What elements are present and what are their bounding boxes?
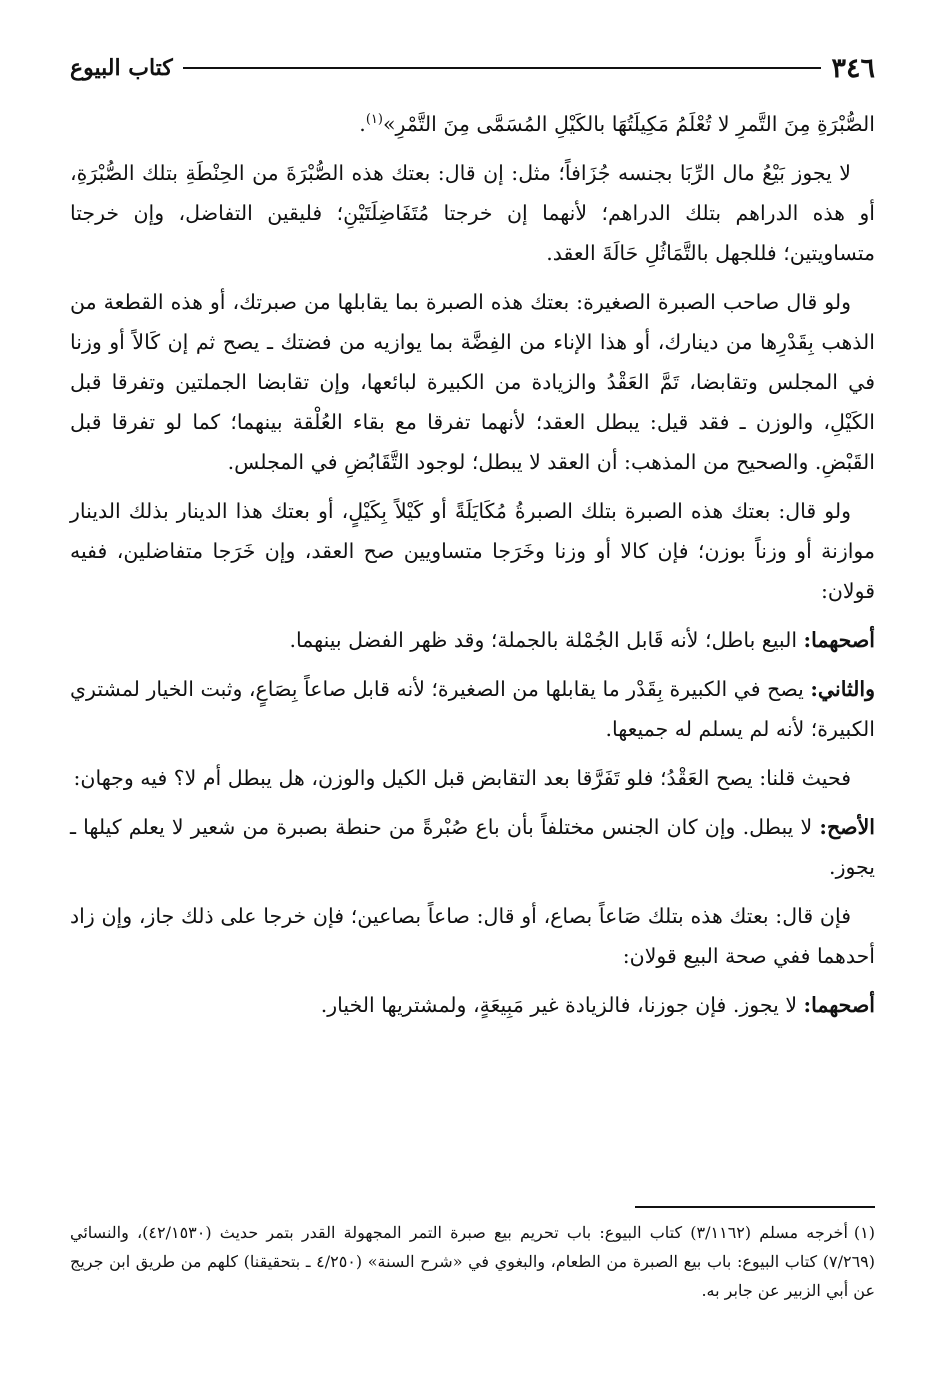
paragraph [70,896,875,976]
ruling-paragraph [70,669,875,749]
term-label: والثاني: [810,677,875,701]
ruling-paragraph [70,985,875,1025]
paragraph-text: فإن قال: بعتك هذه بتلك صَاعاً بصاع، أو قال: صاعاً بصاعين؛ فإن خرجا على ذلك جاز، وإن زاد أحدهما ففي صحة البيع قولان: [70,904,875,968]
document-page [70,48,875,1338]
paragraph-text: البيع باطل؛ لأنه قَابل الجُمْلة بالجملة؛ وقد ظهر الفضل بينهما. [289,628,798,652]
paragraph-text: لا يجوز بَيْعُ مال الرِّبَا بجنسه جُزَافاً؛ مثل: إن قال: بعتك هذه الصُّبْرَةَ من الحِنْطَةِ بتلك الصُّبْرَةِ، أو هذه الدراهم بتلك الدراهم؛ لأنهما إن خرجتا مُتَفَاضِلَتَيْنِ؛ فليقين التفاضل، وإن خرجتا متساويتين؛ فللجهل بالتَّمَاثُلِ حَالَةَ العقد. [70,161,875,265]
page-number: ٣٤٦ [831,52,875,84]
paragraph-text: ولو قال صاحب الصبرة الصغيرة: بعتك هذه الصبرة بما يقابلها من صبرتك، أو هذه القطعة من الذهب بِقَدْرِها من دينارك، أو هذا الإناء من الفِضَّة بما يوازيه من فضتك ـ يصح ثم إن كَالاً أو وزنا في المجلس وتقابضا، تَمَّ العَقْدُ والزيادة من الكبيرة لبائعها، وإن تقابضا الجملتين وتفرقا قبل الكَيْلِ، والوزن ـ فقد قيل: يبطل العقد؛ لأنهما تفرقا مع بقاء العُلْقة بينهما؛ كما لو تفرقا قبل القَبْضِ. والصحيح من المذهب: أن العقد لا يبطل؛ لوجود التَّقَابُضِ في المجلس. [70,290,875,474]
paragraph [70,758,875,798]
header-rule [183,67,822,69]
paragraph [70,282,875,482]
footnote [70,1218,875,1305]
paragraph-tail: . [359,112,366,136]
paragraph-text: لا يجوز. فإن جوزنا، فالزيادة غير مَبِيعَةٍ، ولمشتريها الخيار. [320,993,798,1017]
paragraph [70,153,875,273]
term-label: أصحهما: [803,993,875,1017]
running-header [70,48,875,88]
footnote-reference: (١) [365,112,383,128]
footnote-rule [635,1206,875,1208]
ruling-paragraph [70,807,875,887]
paragraph-text: الصُّبْرَةِ مِنَ التَّمرِ لا تُعْلَمُ مَكِيلَتُهَا بالكَيْلِ المُسَمَّى مِنَ التَّمْرِ» [382,112,875,136]
paragraph [70,104,875,144]
term-label: الأصح: [819,815,875,839]
paragraph-text: لا يبطل. وإن كان الجنس مختلفاً بأن باع صُبْرةً من حنطة بصبرة من شعير لا يعلم كيلها ـ يجوز. [70,815,875,879]
ruling-paragraph [70,620,875,660]
paragraph-text: فحيث قلنا: يصح العَقْدُ؛ فلو تَفَرَّقا بعد التقابض قبل الكيل والوزن، هل يبطل أم لا؟ فيه وجهان: [73,766,851,790]
paragraph-text: يصح في الكبيرة بِقَدْر ما يقابلها من الصغيرة؛ لأنه قابل صاعاً بِصَاعٍ، وثبت الخيار لمشتري الكبيرة؛ لأنه لم يسلم له جميعها. [70,677,875,741]
body-text [70,104,875,1025]
book-title: كتاب البيوع [70,55,173,81]
paragraph [70,491,875,611]
footnote-marker: (١) [853,1223,875,1242]
paragraph-text: ولو قال: بعتك هذه الصبرة بتلك الصبرةُ مُكَايَلَةً أو كَيْلاً بِكَيْلٍ، أو بعتك هذا الدينار بذلك الدينار موازنة أو وزناً بوزن؛ فإن كالا أو وزنا وخَرَجا متساويين صح العقد، وإن خَرَجا متفاضلين، ففيه قولان: [70,499,875,603]
term-label: أصحهما: [803,628,875,652]
footnote-text: أخرجه مسلم (٣/١١٦٢) كتاب البيوع: باب تحريم بيع صبرة التمر المجهولة القدر بتمر حديث (٤٢/١٥٣٠)، والنسائي (٧/٢٦٩) كتاب البيوع: باب بيع الصبرة من الطعام، والبغوي في «شرح السنة» (٤/٢٥٠ ـ بتحقيقنا) كلهم من طريق ابن جريج عن أبي الزبير عن جابر به. [70,1223,876,1300]
